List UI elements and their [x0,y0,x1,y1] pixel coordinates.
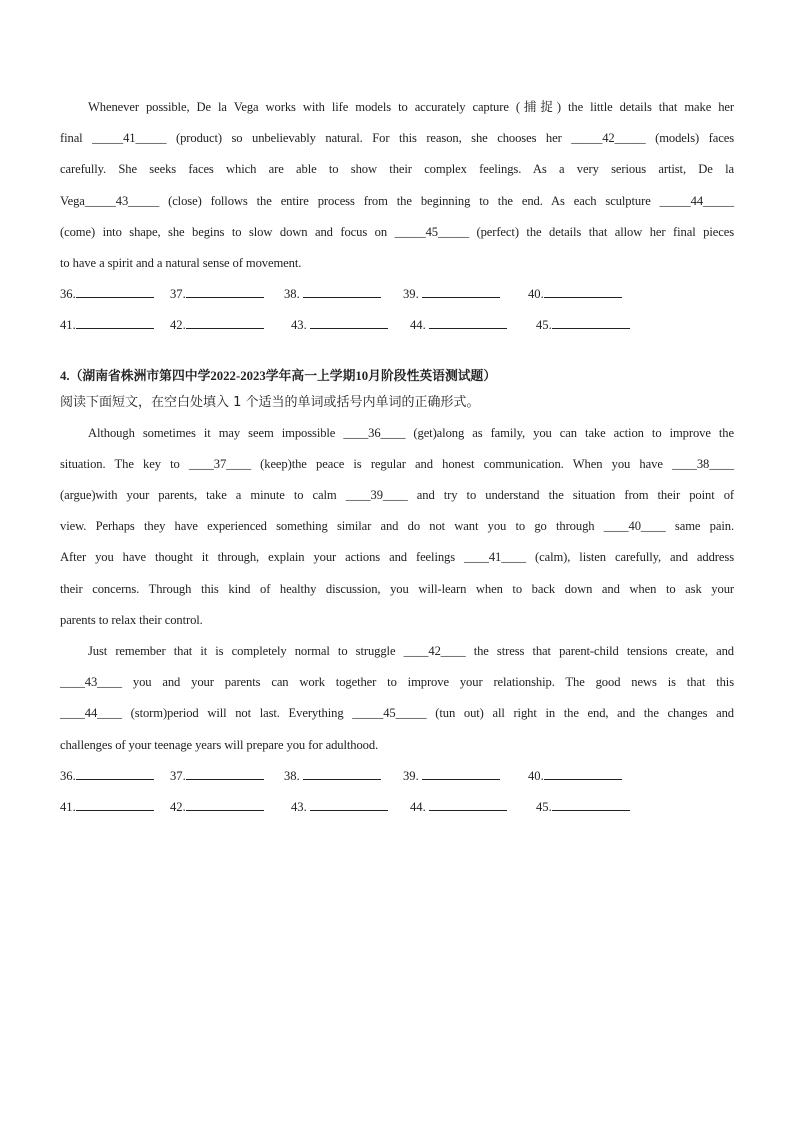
answer-blank-38[interactable]: 38. [284,761,403,792]
answer-row-1 [60,279,734,310]
document-page [60,92,734,823]
answer-row-2 [60,310,734,341]
passage-2-line: parents to relax their control. [60,612,203,627]
answer-blank-44[interactable]: 44. [410,310,536,341]
answer-blank-40[interactable]: 40. [528,279,622,310]
passage-2-line: situation. The key to ____37____ (keep)the peace is regular and honest communication. When you have ____38____ [60,456,734,471]
passage-2-line: After you have thought it through, explain your actions and feelings ____41____ (calm), listen carefully, and address [60,550,734,565]
passage-2-line: Just remember that it is completely normal to struggle ____42____ the stress that parent-child tensions create, and [88,644,734,659]
answer-blank-45[interactable]: 45. [536,310,630,341]
answer-blank-36[interactable]: 36. [60,761,170,792]
answer-blank-39[interactable]: 39. [403,761,528,792]
answer-blank-37[interactable]: 37. [170,761,284,792]
passage-1-line: to have a spirit and a natural sense of movement. [60,256,302,271]
passage-1-line: final _____41_____ (product) so unbelievably natural. For this reason, she chooses her _____42_____ (models) faces [60,131,734,146]
passage-2-line: ____43____ you and your parents can work together to improve your relationship. The good news is that this [60,675,734,690]
passage-2-line: view. Perhaps they have experienced something similar and do not want you to go through ____40____ same pain. [60,519,734,534]
passage-2-line: ____44____ (storm)period will not last. Everything _____45_____ (tun out) all right in the end, and the changes and [60,706,734,721]
answer-blank-39[interactable]: 39. [403,279,528,310]
passage-2-line: challenges of your teenage years will prepare you for adulthood. [60,737,379,752]
passage-2-paragraph-2 [60,636,734,761]
passage-2-paragraph-1 [60,418,734,636]
answer-row-4 [60,792,734,823]
answer-blank-40[interactable]: 40. [528,761,622,792]
answer-blank-44[interactable]: 44. [410,792,536,823]
passage-2-line: their concerns. Through this kind of healthy discussion, you will-learn when to back down and when to ask your [60,581,734,596]
passage-2-line: (argue)with your parents, take a minute to calm ____39____ and try to understand the situation from their point of [60,488,734,502]
passage-1-line: carefully. She seeks faces which are able to show their complex feelings. As a very serious artist, De la [60,162,734,177]
answer-blank-43[interactable]: 43. [291,310,410,341]
answer-blank-43[interactable]: 43. [291,792,410,823]
answer-row-3 [60,761,734,792]
answer-blank-45[interactable]: 45. [536,792,630,823]
passage-2-line: Although sometimes it may seem impossible ____36____ (get)along as family, you can take action to improve the [88,425,734,440]
passage-1-line: Vega_____43_____ (close) follows the entire process from the beginning to the end. As each sculpture _____44_____ [60,193,734,208]
passage-1 [60,92,734,279]
answer-blank-38[interactable]: 38. [284,279,403,310]
passage-1-line: (come) into shape, she begins to slow down and focus on _____45_____ (perfect) the details that allow her final pieces [60,224,734,239]
passage-1-line: Whenever possible, De la Vega works with life models to accurately capture (捕捉) the little details that make her [88,100,734,114]
answer-blank-37[interactable]: 37. [170,279,284,310]
answer-blank-42[interactable]: 42. [170,310,291,341]
answer-blank-36[interactable]: 36. [60,279,170,310]
answer-blank-41[interactable]: 41. [60,792,170,823]
answer-blank-42[interactable]: 42. [170,792,291,823]
question-4-header: 4.（湖南省株洲市第四中学2022-2023学年高一上学期10月阶段性英语测试题） [60,368,497,383]
answer-blank-41[interactable]: 41. [60,310,170,341]
question-4-instruction: 阅读下面短文，在空白处填入 1 个适当的单词或括号内单词的正确形式。 [60,394,480,410]
